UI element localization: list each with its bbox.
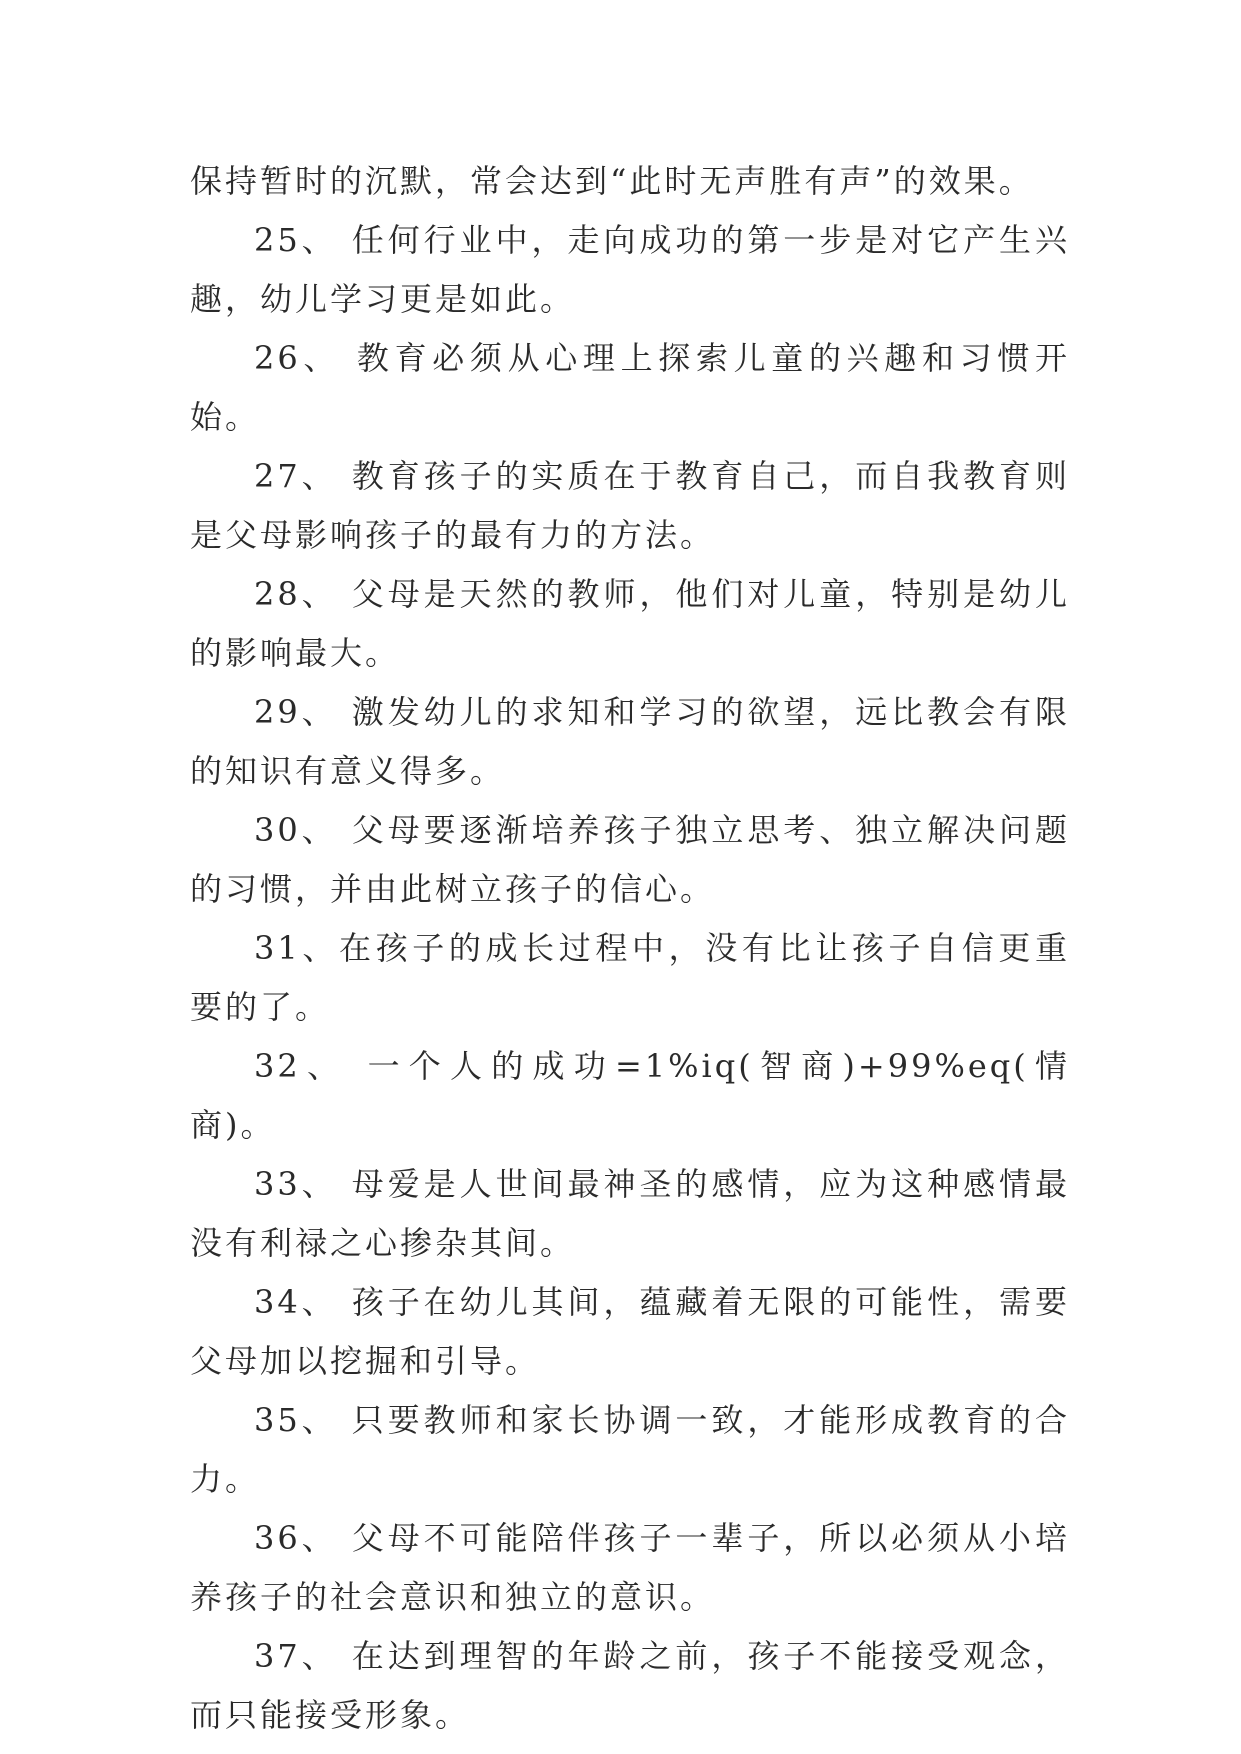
paragraph-item-26: 26、 教育必须从心理上探索儿童的兴趣和习惯开始。 [190,339,1070,436]
paragraph-continuation: 保持暂时的沉默，常会达到“此时无声胜有声”的效果。 [190,162,1034,200]
paragraph-item-29: 29、 激发幼儿的求知和学习的欲望，远比教会有限的知识有意义得多。 [190,693,1070,790]
paragraph-item-35: 35、 只要教师和家长协调一致，才能形成教育的合力。 [190,1401,1070,1498]
paragraph-item-34: 34、 孩子在幼儿其间，蕴藏着无限的可能性，需要父母加以挖掘和引导。 [190,1283,1070,1380]
paragraph-item-28: 28、 父母是天然的教师，他们对儿童，特别是幼儿的影响最大。 [190,575,1070,672]
paragraph-item-36: 36、 父母不可能陪伴孩子一辈子，所以必须从小培养孩子的社会意识和独立的意识。 [190,1519,1070,1616]
paragraph-item-31: 31、在孩子的成长过程中，没有比让孩子自信更重要的了。 [190,929,1070,1026]
paragraph-item-37: 37、 在达到理智的年龄之前，孩子不能接受观念，而只能接受形象。 [190,1637,1070,1734]
paragraph-item-27: 27、 教育孩子的实质在于教育自己，而自我教育则是父母影响孩子的最有力的方法。 [190,457,1070,554]
paragraph-item-32: 32、 一个人的成功=1%iq(智商)+99%eq(情商)。 [190,1047,1070,1144]
document-body [190,152,1070,1745]
paragraph-item-30: 30、 父母要逐渐培养孩子独立思考、独立解决问题的习惯，并由此树立孩子的信心。 [190,811,1070,908]
paragraph-item-25: 25、 任何行业中，走向成功的第一步是对它产生兴趣，幼儿学习更是如此。 [190,221,1070,318]
paragraph-item-33: 33、 母爱是人世间最神圣的感情，应为这种感情最没有利禄之心掺杂其间。 [190,1165,1070,1262]
